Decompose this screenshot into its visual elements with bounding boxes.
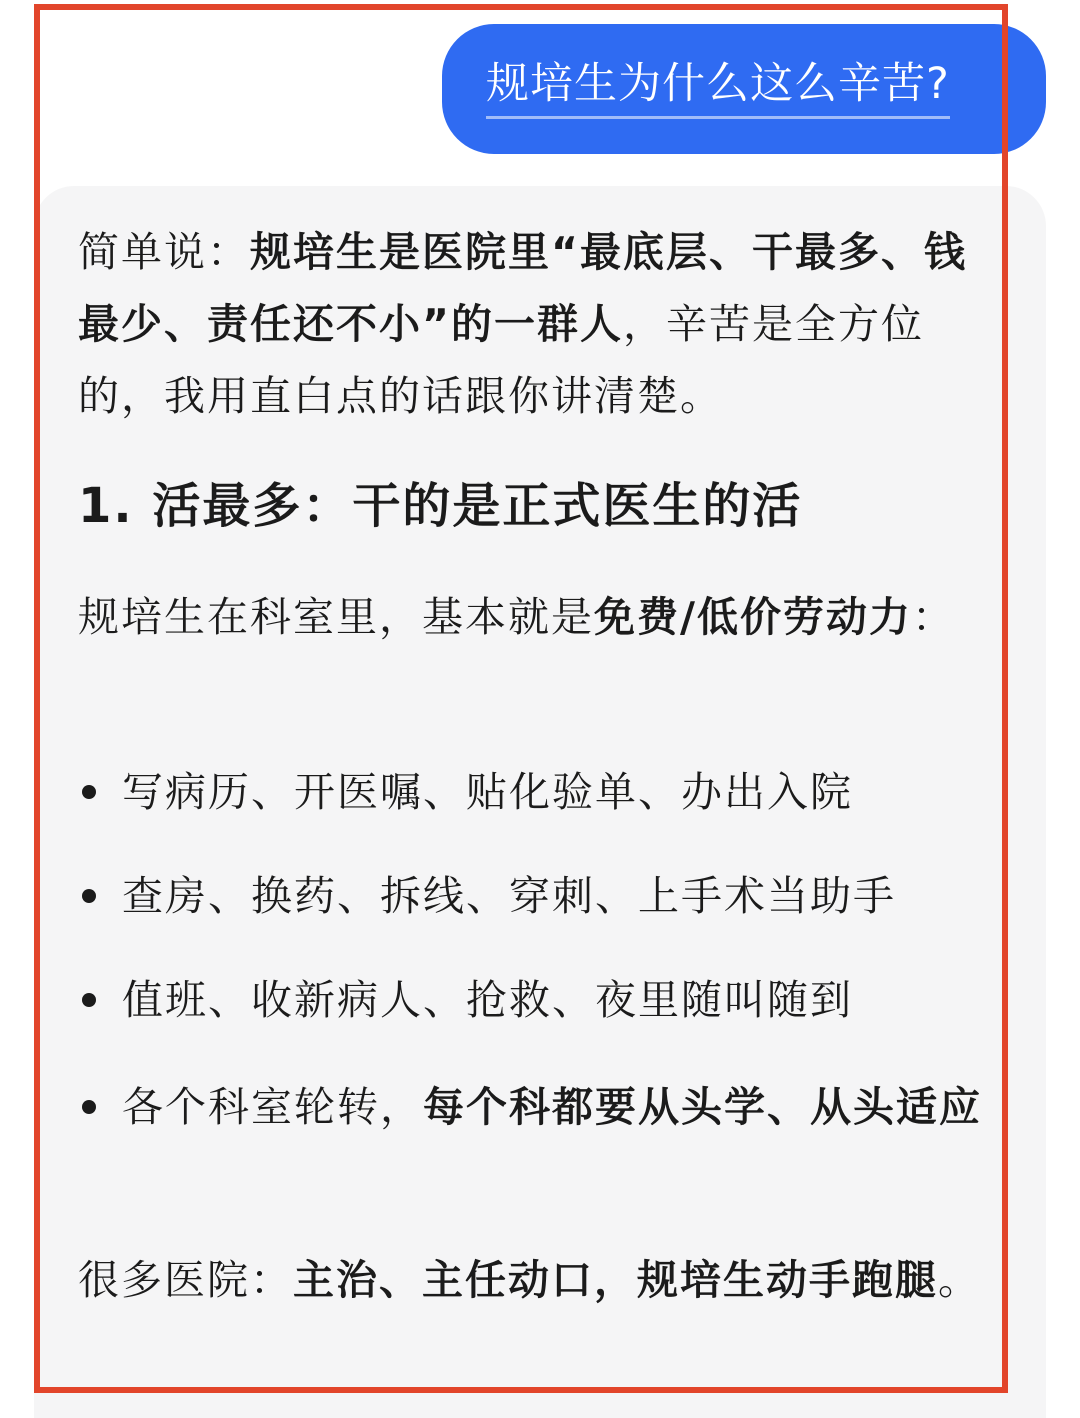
intro-rest: ，辛苦是全方位的，我用直白点的话跟你讲清楚。 (78, 300, 924, 420)
section-1-para-end: ： (911, 593, 955, 641)
section-1-heading: 1. 活最多：干的是正式医生的活 (78, 478, 803, 534)
list-item-text: 查房、换药、拆线、穿刺、上手术当助手 (122, 872, 896, 920)
list-item-bold: 每个科都要从头学、从头适应 (423, 1083, 982, 1131)
list-item-text: 值班、收新病人、抢救、夜里随叫随到 (122, 976, 853, 1024)
closing-lead: 很多医院： (78, 1256, 293, 1304)
section-1-closing (78, 1244, 994, 1316)
answer-intro (78, 216, 994, 432)
list-item-text: 写病历、开医嘱、贴化验单、办出入院 (122, 768, 853, 816)
list-item (78, 970, 998, 1030)
closing-end: 。 (938, 1256, 981, 1304)
bullet-dot-icon (82, 1100, 96, 1114)
list-item (78, 762, 998, 822)
user-message-bubble[interactable] (442, 24, 1046, 154)
list-item-text: 各个科室轮转， (122, 1083, 423, 1131)
bullet-dot-icon (82, 785, 96, 799)
section-1-paragraph (78, 581, 994, 653)
section-1-para-bold: 免费/低价劳动力 (594, 593, 912, 641)
user-message-text: 规培生为什么这么辛苦? (486, 52, 950, 119)
bullet-dot-icon (82, 889, 96, 903)
intro-lead: 简单说： (78, 228, 250, 276)
section-1-para-lead: 规培生在科室里，基本就是 (78, 593, 594, 641)
list-item (78, 866, 998, 926)
closing-bold: 主治、主任动口，规培生动手跑腿 (293, 1256, 938, 1304)
bullet-dot-icon (82, 993, 96, 1007)
section-1-bullet-list (78, 762, 998, 1140)
list-item (78, 1074, 998, 1140)
assistant-answer-card (34, 186, 1046, 1418)
intro-bold: 规培生是医院里“最底层、干最多、钱最少、责任还不小”的一群人 (78, 228, 967, 348)
